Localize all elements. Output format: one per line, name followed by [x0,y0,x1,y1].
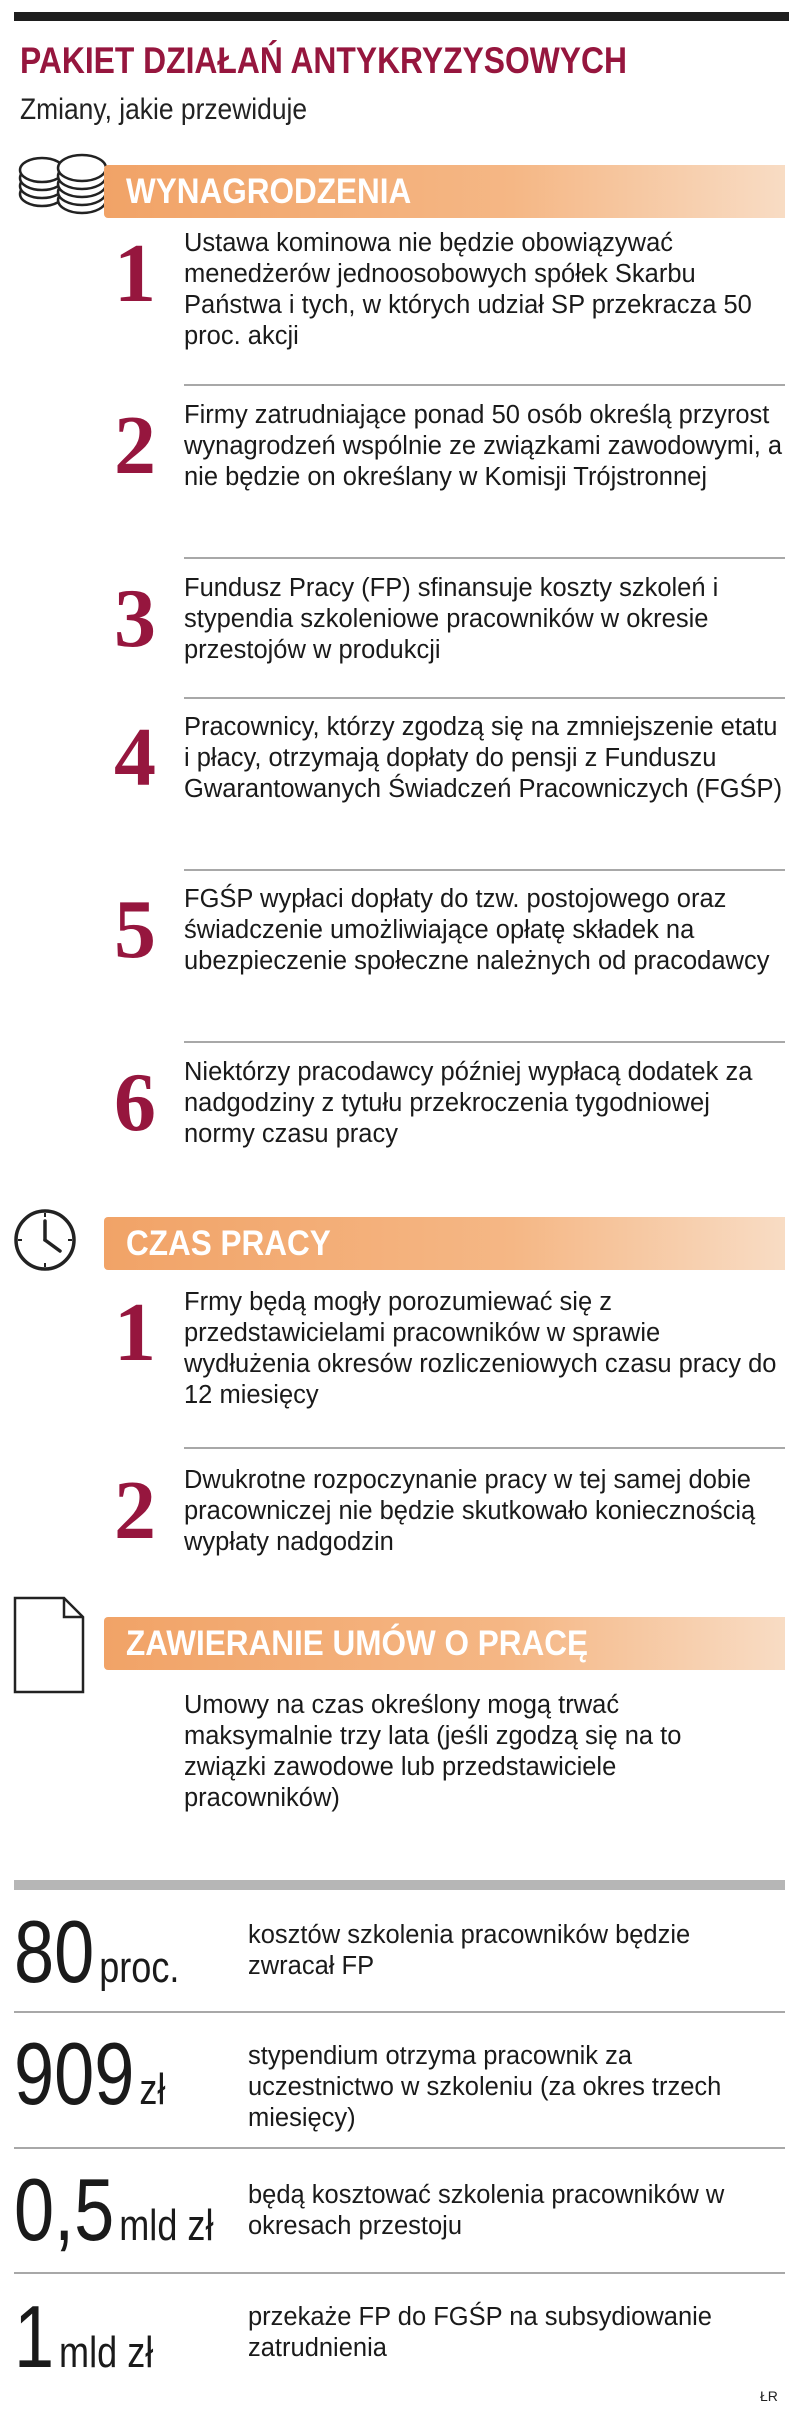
stat-description: będą kosztować szkolenia pracowników w okresach przestoju [248,2181,725,2240]
item-number: 3 [114,572,156,665]
separator [184,869,785,871]
author-credit: ŁR [760,2388,778,2404]
item-number: 1 [114,227,156,320]
stat-number: 909 [14,2024,135,2123]
item-number: 2 [114,399,156,492]
separator [184,1041,785,1043]
separator [14,2272,785,2274]
item-number: 5 [114,883,156,976]
stat-unit: zł [139,2065,166,2114]
contracts-text: Umowy na czas określony mogą trwać maksymalnie trzy lata (jeśli zgodzą się na to związki zawodowe lub przedstawiciele pracowników) [184,1691,682,1812]
stat-description: kosztów szkolenia pracowników będzie zwracał FP [248,1921,691,1980]
page-subtitle: Zmiany, jakie przewiduje [20,93,308,126]
separator [184,557,785,559]
page-title: PAKIET DZIAŁAŃ ANTYKRYZYSOWYCH [20,40,627,81]
stat-description: stypendium otrzyma pracownik za uczestnictwo w szkoleniu (za okres trzech miesięcy) [248,2042,722,2132]
stat-number: 0,5 [14,2160,115,2259]
section-title-contracts: ZAWIERANIE UMÓW O PRACĘ [126,1624,588,1663]
item-text: FGŚP wypłaci dopłaty do tzw. postojowego oraz świadczenie umożliwiające opłatę składek na ubezpieczenie społeczne należnych od pracodawcy [184,885,770,975]
separator [184,697,785,699]
top-rule [14,12,789,21]
item-text: Firmy zatrudniające ponad 50 osób określą przyrost wynagrodzeń wspólnie ze związkami zawodowymi, a nie będzie on określany w Komisji Trójstronnej [184,401,783,491]
stat-unit: mld zł [59,2328,154,2377]
stat-value [14,1902,180,2001]
item-text: Dwukrotne rozpoczynanie pracy w tej samej dobie pracowniczej nie będzie skutkowało koniecznością wypłaty nadgodzin [184,1466,756,1556]
stat-unit: proc. [99,1943,180,1992]
stat-description: przekaże FP do FGŚP na subsydiowanie zatrudnienia [248,2303,712,2362]
item-text: Ustawa kominowa nie będzie obowiązywać menedżerów jednoosobowych spółek Skarbu Państwa i tych, w których udział SP przekracza 50 proc. akcji [184,229,752,350]
item-text: Fundusz Pracy (FP) sfinansuje koszty szkoleń i stypendia szkoleniowe pracowników w okresie przestojów w produkcji [184,574,719,664]
document-icon [12,1595,86,1695]
item-text: Frmy będą mogły porozumiewać się z przedstawicielami pracowników w sprawie wydłużenia okresów rozliczeniowych czasu pracy do 12 miesięcy [184,1288,777,1409]
item-number: 2 [114,1464,156,1557]
stat-unit: mld zł [119,2201,214,2250]
separator [184,1447,785,1449]
section-title-wages: WYNAGRODZENIA [126,172,412,211]
stats-rule [14,1880,785,1890]
item-text: Niektórzy pracodawcy później wypłacą dodatek za nadgodziny z tytułu przekroczenia tygodniowej normy czasu pracy [184,1058,753,1148]
separator [14,2011,785,2013]
section-banner-contracts [104,1617,785,1670]
stat-value [14,2024,166,2123]
item-number: 4 [114,711,156,804]
separator [184,384,785,386]
stat-number: 80 [14,1902,95,2001]
section-title-work-time: CZAS PRACY [126,1224,331,1263]
item-text: Pracownicy, którzy zgodzą się na zmniejszenie etatu i płacy, otrzymają dopłaty do pensji z Funduszu Gwarantowanych Świadczeń Pracowniczych (FGŚP) [184,713,783,803]
stat-value [14,2287,154,2386]
stat-number: 1 [14,2287,55,2386]
item-number: 6 [114,1056,156,1149]
item-number: 1 [114,1286,156,1379]
clock-icon [12,1207,78,1273]
section-banner-work-time [104,1217,785,1270]
separator [14,2147,785,2149]
section-banner-wages [104,165,785,218]
stat-value [14,2160,214,2259]
